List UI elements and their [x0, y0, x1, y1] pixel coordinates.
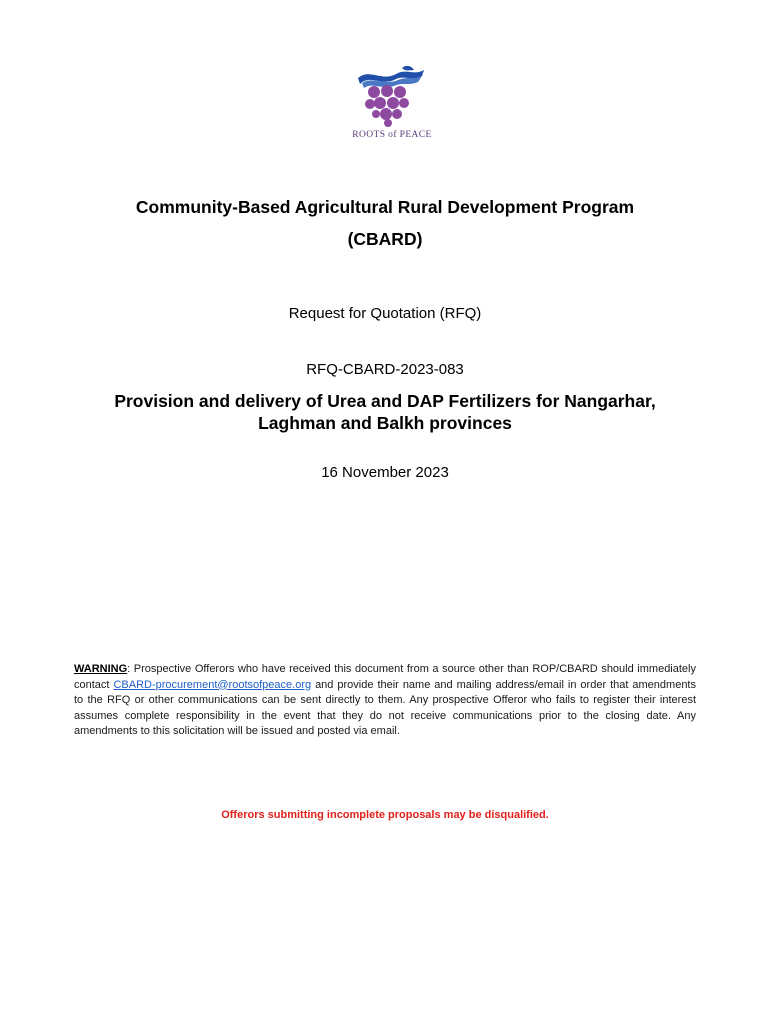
rfq-title-line-1: Provision and delivery of Urea and DAP Fertilizers for Nangarhar, — [114, 391, 656, 411]
warning-paragraph — [74, 662, 696, 740]
warning-label: WARNING — [74, 663, 128, 675]
logo-text: ROOTS of PEACE — [352, 130, 432, 140]
rfq-title-line-2: Laghman and Balkh provinces — [258, 413, 512, 433]
warning-text-before-link: : Prospective Offerors who have received this document from a source other than ROP/CBARD should immediately contact — [74, 663, 696, 691]
disqualification-notice: Offerors submitting incomplete proposals may be disqualified. — [221, 809, 549, 821]
roots-of-peace-logo — [352, 64, 432, 144]
rfq-number: RFQ-CBARD-2023-083 — [306, 361, 464, 378]
program-abbreviation: (CBARD) — [347, 229, 423, 249]
rfq-label: Request for Quotation (RFQ) — [288, 305, 482, 322]
program-title: Community-Based Agricultural Rural Development Program — [135, 197, 635, 217]
document-date: 16 November 2023 — [321, 464, 449, 481]
warning-text-after-link: and provide their name and mailing address/email in order that amendments to the RFQ or other communications can be sent directly to them. Any prospective Offeror who fails to register their interest assumes complete responsibility in the event that they do not receive communications prior to the closing date. Any amendments to this solicitation will be issued and posted via email. — [74, 678, 696, 737]
procurement-email-link[interactable]: CBARD-procurement@rootsofpeace.org — [113, 678, 312, 691]
grape-logo-icon — [352, 64, 432, 128]
